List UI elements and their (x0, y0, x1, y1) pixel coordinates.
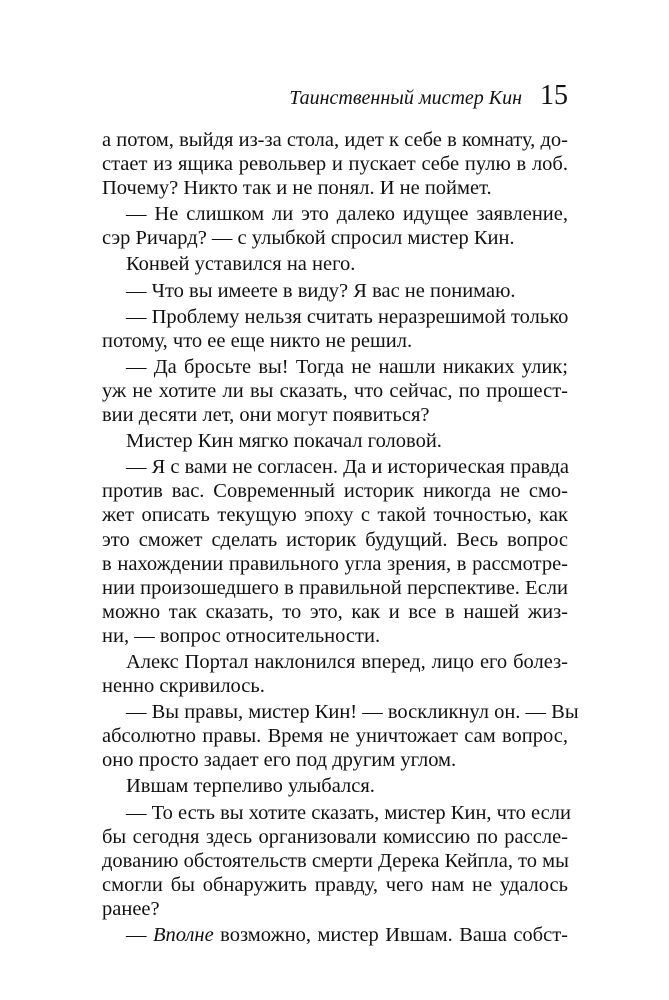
text-line: — Да бросьте вы! Тогда не нашли никаких улик; (126, 355, 568, 378)
dash: — (126, 924, 153, 946)
italic-emphasis: Вполне (152, 924, 214, 946)
text-line: можно так сказать, то это, как и все в нашей жиз- (102, 600, 568, 623)
text-line: ранее? (102, 897, 160, 920)
text-line: Конвей уставился на него. (126, 253, 356, 276)
text-line: — Не слишком ли это далеко идущее заявление, (126, 203, 568, 226)
text-line: ненно скривилось. (102, 675, 265, 698)
paragraph (102, 202, 568, 250)
page-header (102, 80, 568, 120)
paragraph (102, 455, 568, 648)
paragraph (102, 355, 568, 427)
text-line: вии десяти лет, они могут появиться? (102, 404, 430, 427)
paragraph (102, 650, 568, 698)
text-line: нии произошедшего в правильной перспективе. Если (102, 576, 568, 599)
text-line: против вас. Современный историк никогда не смо- (102, 480, 568, 503)
text-line: Ившам терпеливо улыбался. (126, 775, 375, 798)
paragraph (102, 279, 568, 303)
line-remainder: возможно, мистер Ившам. Ваша собст- (213, 924, 568, 946)
text-line: — Что вы имеете в виду? Я вас не понимаю. (126, 279, 516, 302)
text-line: абсолютно правы. Время не уничтожает сам вопрос, (102, 725, 568, 748)
paragraph (102, 252, 568, 276)
text-line: — Я с вами не согласен. Да и историческая правда (126, 456, 570, 479)
text-line: Алекс Портал наклонился вперед, лицо его болез- (126, 650, 568, 673)
text-line: оно просто задает его под другим углом. (102, 749, 457, 772)
text-line: это сможет сделать историк будущий. Весь вопрос (102, 528, 568, 551)
paragraph (102, 923, 568, 947)
body-text (102, 128, 579, 949)
text-line: жет описать текущую эпоху с такой точностью, как (102, 504, 568, 527)
text-line: уж не хотите ли вы сказать, что сейчас, по прошест- (102, 379, 568, 402)
text-line: Мистер Кин мягко покачал головой. (126, 430, 442, 453)
paragraph (102, 429, 568, 453)
text-line: — Вы правы, мистер Кин! — воскликнул он. — Вы (126, 701, 579, 724)
page-number: 15 (540, 80, 568, 111)
text-line: бы сегодня здесь организовали комиссию по рассле- (102, 825, 568, 848)
text-line (102, 923, 568, 947)
text-line: сэр Ричард? — с улыбкой спросил мистер Кин. (102, 227, 515, 250)
paragraph (102, 700, 579, 772)
running-title: Таинственный мистер Кин (289, 87, 522, 109)
text-line: потому, что ее еще никто не решил. (102, 329, 413, 352)
paragraph (102, 774, 568, 798)
text-line: в нахождении правильного угла зрения, в рассмотре- (102, 552, 568, 575)
text-line: Почему? Никто так и не понял. И не поймет. (102, 177, 492, 200)
text-line: — Проблему нельзя считать неразрешимой только (126, 305, 569, 328)
text-line: стает из ящика револьвер и пускает себе пулю в лоб. (102, 153, 568, 176)
text-line: смогли бы обнаружить правду, чего нам не удалось (102, 873, 568, 896)
text-line: — То есть вы хотите сказать, мистер Кин, что если (126, 801, 571, 824)
text-line: а потом, выйдя из-за стола, идет к себе в комнату, до- (102, 129, 568, 151)
paragraph (102, 801, 571, 921)
paragraph (102, 128, 568, 200)
text-line: дованию обстоятельств смерти Дерека Кейпла, то мы (102, 849, 569, 872)
paragraph (102, 305, 568, 353)
text-line: ни, — вопрос относительности. (102, 624, 381, 647)
